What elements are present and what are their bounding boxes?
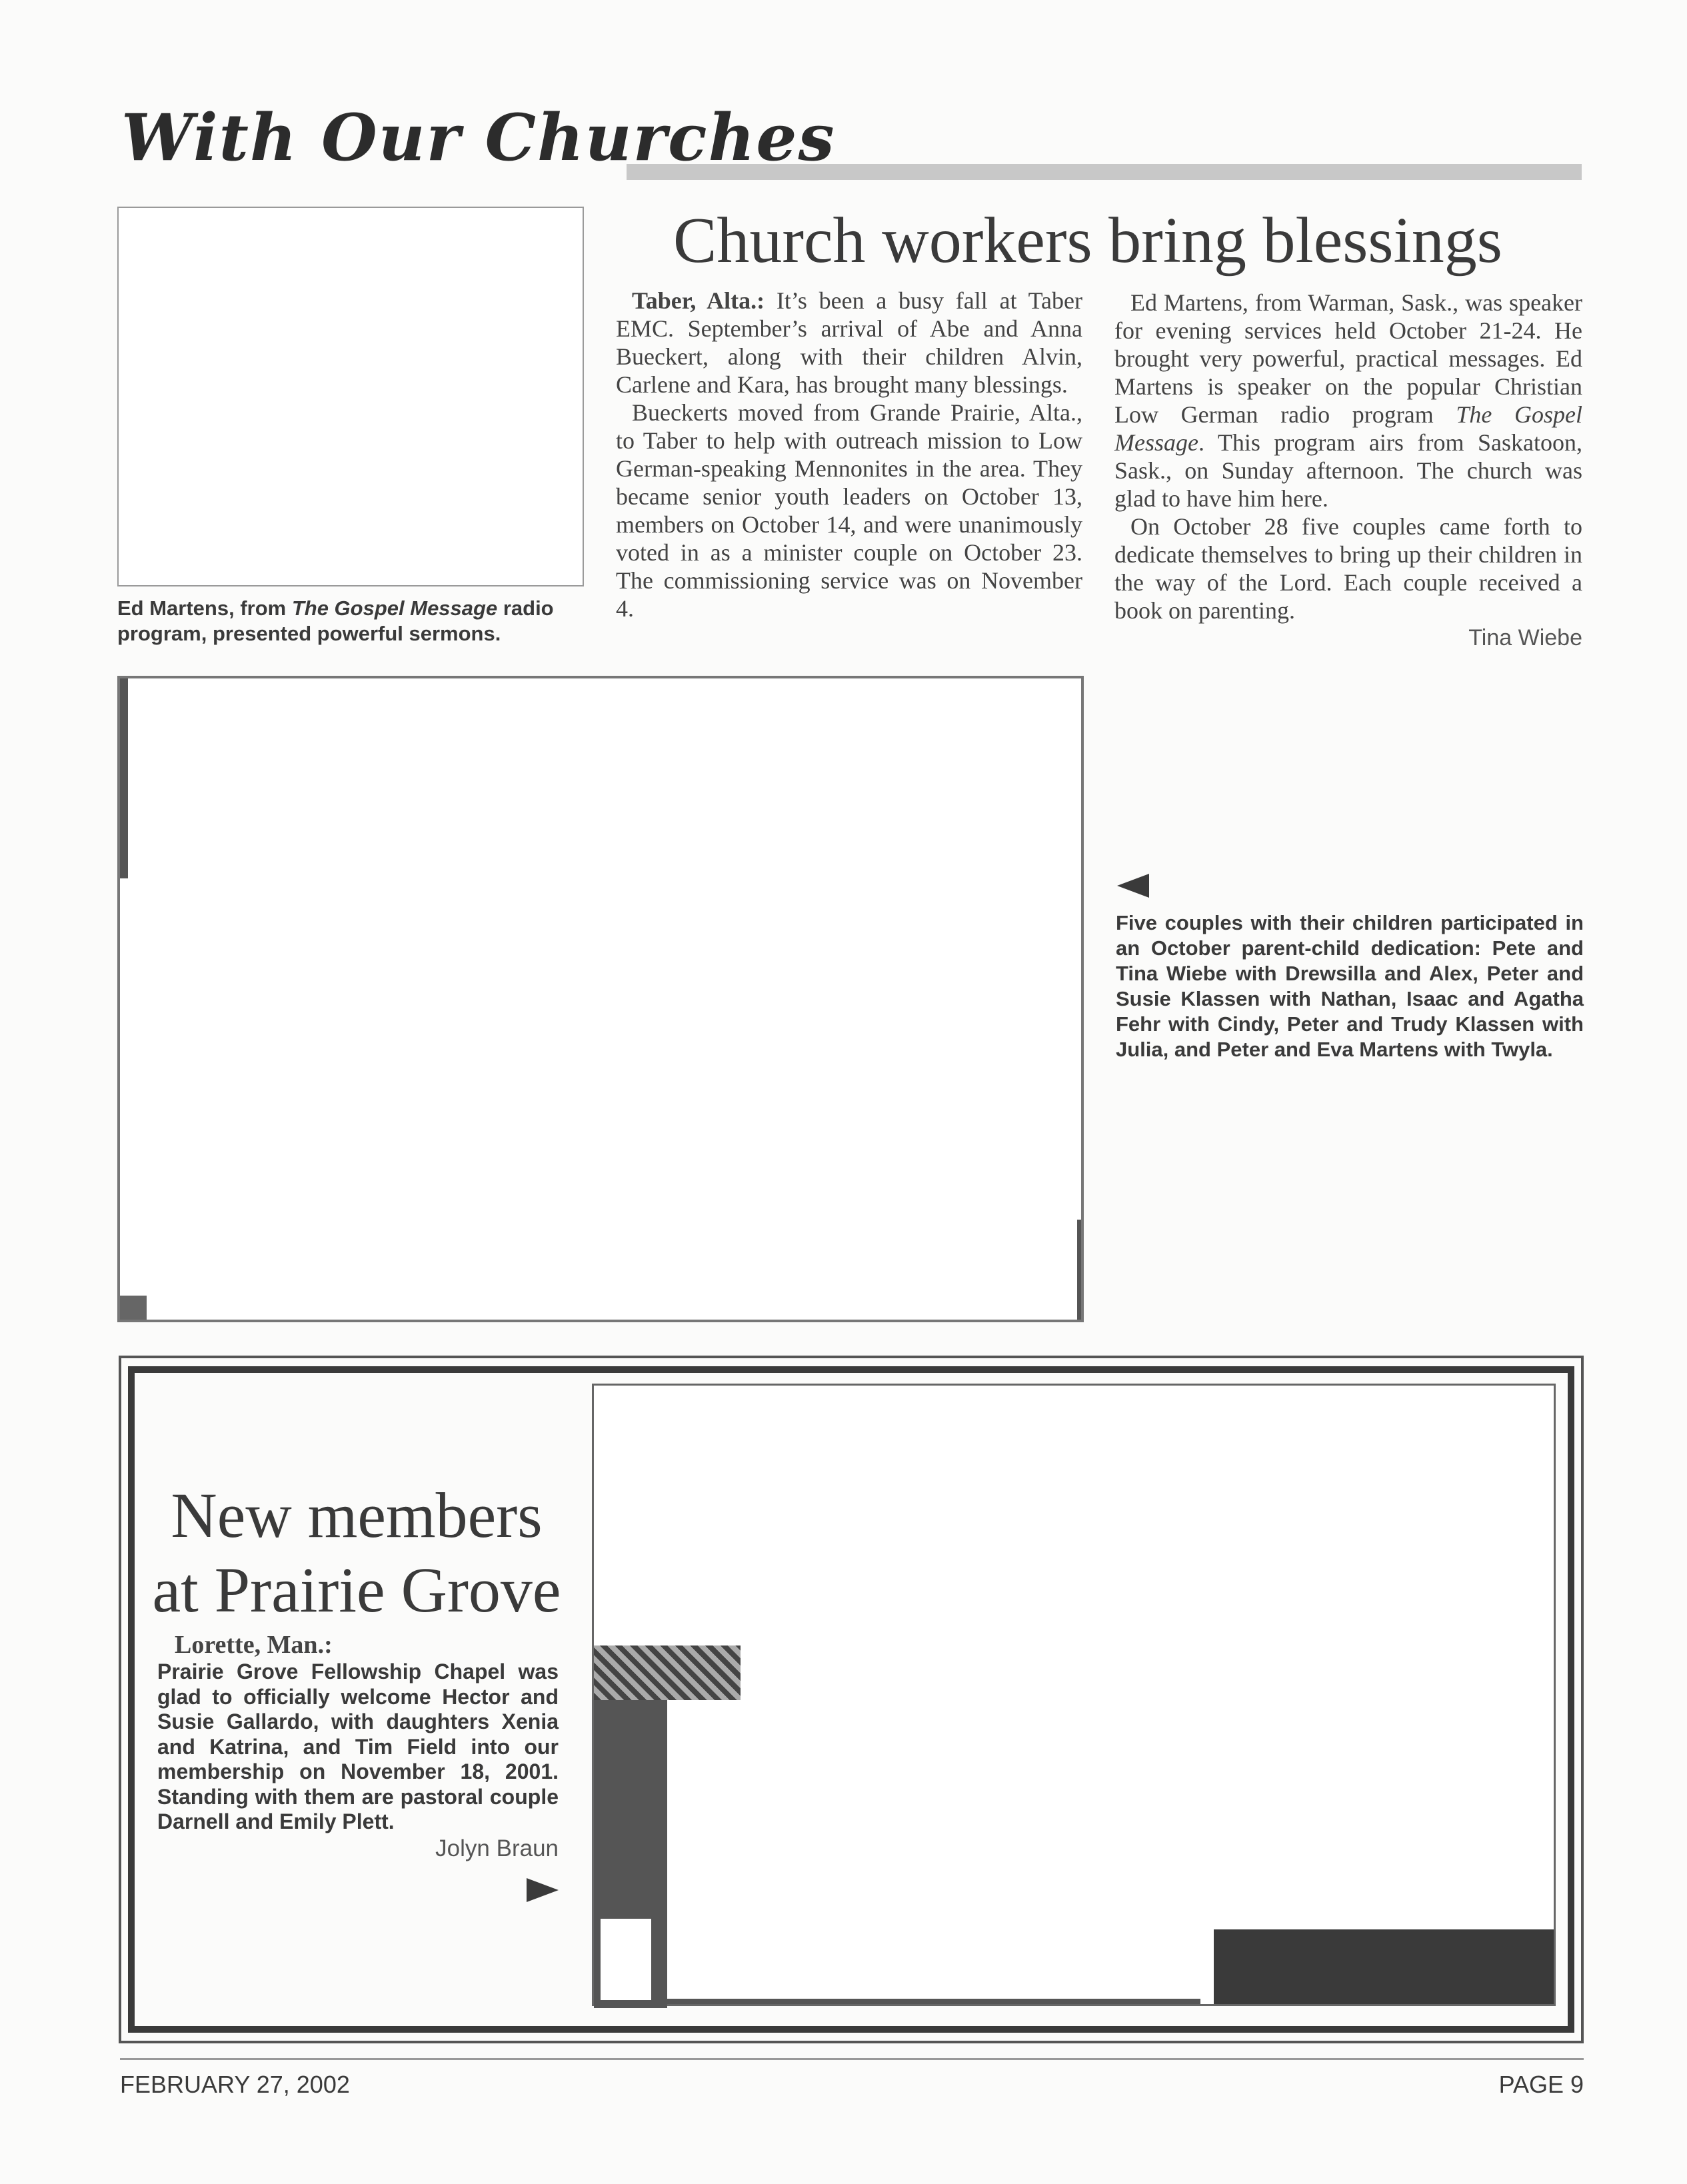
article1-byline: Tina Wiebe [1468,625,1582,650]
article-column-1 [616,287,1082,622]
program-title: The Gospel Message [1114,401,1582,456]
article-column-2 [1114,289,1582,624]
caption-text-rest: radio program, presented powerful sermons. [117,596,554,645]
dateline: Taber, Alta.: [632,287,765,314]
paragraph-text: Ed Martens, from Warman, Sask., was speaker for evening services held October 21-24. He brought very powerful, practical messages. Ed Martens is speaker on the popular Christian Low German radio program [1114,289,1582,428]
footer-page-number: PAGE 9 [1498,2071,1584,2098]
footer-rule [120,2058,1584,2060]
ed-martens-photo-caption [117,596,591,646]
caption-program-title: The Gospel Message [291,596,498,620]
paragraph-text: It’s been a busy fall at Taber EMC. September’s arrival of Abe and Anna Bueckert, along with their children Alvin, Carlene and Kara, has brought many blessings. [616,287,1083,398]
pointer-right-icon [527,1878,559,1902]
column-2-paragraph-2: On October 28 five couples came forth to dedicate themselves to bring up their children in the way of the Lord. Each couple received a book on parenting. [1114,513,1582,624]
column-1-paragraph-2: Bueckerts moved from Grande Prairie, Alta., to Taber to help with outreach mission to Low German-speaking Mennonites in the area. They became senior youth leaders on October 13, members on October 14, and were unanimously voted in as a minister couple on October 23. The commissioning service was on November 4. [616,399,1082,622]
column-2-paragraph-1 [1114,289,1582,513]
caption-text: Ed Martens, from [117,596,292,620]
new-members-dateline: Lorette, Man.: [175,1631,333,1659]
article-headline: Church workers bring blessings [673,205,1502,277]
headline-line-2: at Prairie Grove [152,1554,561,1626]
paragraph-text-rest: . This program airs from Saskatoon, Sask., on Sunday afternoon. The church was glad to have him here. [1114,429,1582,512]
dedication-photo-caption: Five couples with their children participated in an October parent-child dedication: Pete and Tina Wiebe with Drewsilla and Alex, Peter and Susie Klassen with Nathan, Isaac and Agatha Fehr with Cindy, Peter and Trudy Klassen with Julia, and Peter and Eva Martens with Twyla. [1116,911,1584,1061]
new-members-headline [147,1478,567,1628]
article2-byline: Jolyn Braun [435,1835,559,1861]
new-members-photo [592,1384,1556,2006]
footer-date: FEBRUARY 27, 2002 [120,2071,350,2098]
ed-martens-photo [117,207,584,586]
column-1-paragraph-1 [616,287,1082,399]
pointer-left-icon [1117,874,1149,898]
section-title: With Our Churches [121,100,836,175]
new-members-body: Prairie Grove Fellowship Chapel was glad to officially welcome Hector and Susie Gallardo, with daughters Xenia and Katrina, and Tim Field into our membership on November 18, 2001. Standing with them are pastoral couple Darnell and Emily Plett. [157,1659,559,1833]
dedication-photo [117,676,1084,1322]
headline-line-1: New members [171,1480,543,1551]
